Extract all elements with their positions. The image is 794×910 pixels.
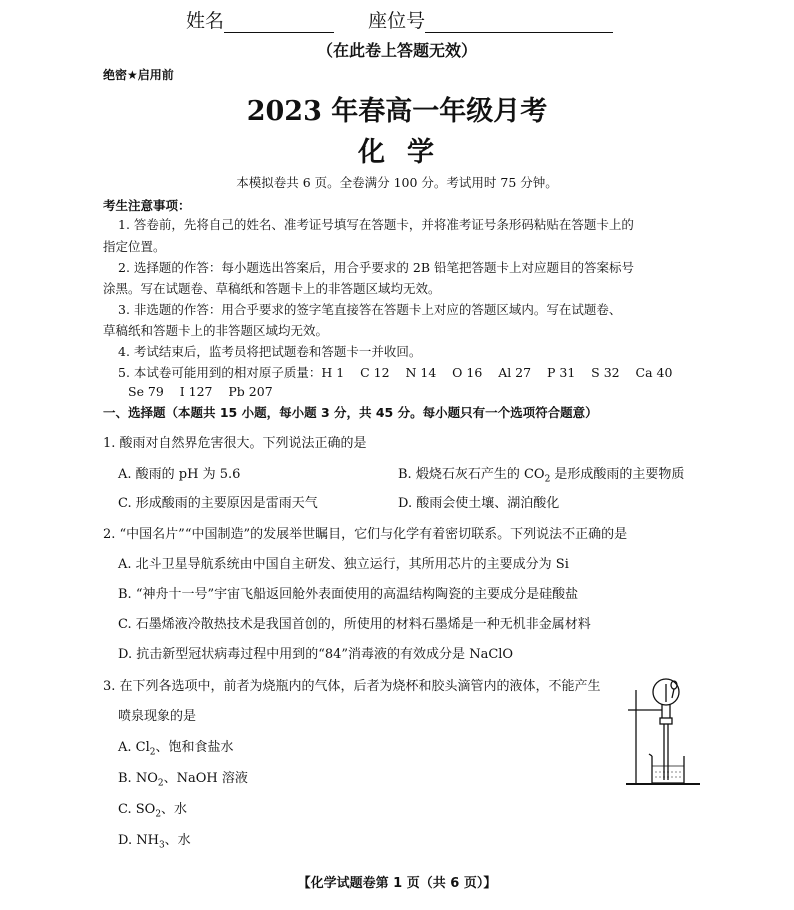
question-3-stem: 3. 在下列各选项中，前者为烧瓶内的气体，后者为烧杯和胶头滴管内的液体，不能产生 bbox=[103, 679, 601, 694]
name-blank[interactable] bbox=[224, 12, 334, 33]
page-footer: 【化学试题卷第 1 页（共 6 页）】 bbox=[297, 876, 497, 891]
q3-option-d[interactable] bbox=[118, 829, 191, 851]
invalid-note: （在此卷上答题无效） bbox=[316, 41, 477, 60]
q2-option-b[interactable]: B. “神舟十一号”宇宙飞船返回舱外表面使用的高温结构陶瓷的主要成分是硅酸盐 bbox=[118, 587, 579, 602]
q3-option-b[interactable] bbox=[118, 767, 248, 789]
name-label: 姓名 bbox=[186, 10, 225, 32]
q3-option-c-text: 、水 bbox=[161, 802, 188, 817]
q2-option-d[interactable]: D. 抗击新型冠状病毒过程中用到的“84”消毒液的有效成分是 NaClO bbox=[118, 647, 514, 662]
notice-line: 1. 答卷前，先将自己的姓名、准考证号填写在答题卡，并将准考证号条形码粘贴在答题卡上的 bbox=[118, 217, 634, 232]
q3-option-d-text: 、水 bbox=[164, 833, 191, 848]
notice-line: 涂黑。写在试题卷、草稿纸和答题卡上的非答题区域均无效。 bbox=[103, 281, 441, 296]
q1-option-d[interactable]: D. 酸雨会使土壤、湖泊酸化 bbox=[398, 496, 560, 511]
q3-option-b-text: B. NO bbox=[118, 771, 158, 786]
subject-title: 化学 bbox=[358, 137, 456, 168]
q2-option-a[interactable]: A. 北斗卫星导航系统由中国自主研发、独立运行，其所用芯片的主要成分为 Si bbox=[118, 557, 569, 572]
section-heading: 一、选择题（本题共 15 小题，每小题 3 分，共 45 分。每小题只有一个选项符合题意） bbox=[103, 405, 598, 420]
exam-info: 本模拟卷共 6 页。全卷满分 100 分。考试用时 75 分钟。 bbox=[236, 175, 558, 190]
exam-title: 2023 年春高一年级月考 bbox=[246, 96, 548, 127]
notice-line: 4. 考试结束后，监考员将把试题卷和答题卡一并收回。 bbox=[118, 344, 422, 359]
q2-option-c[interactable]: C. 石墨烯液冷散热技术是我国首创的，所使用的材料石墨烯是一种无机非金属材料 bbox=[118, 617, 591, 632]
student-info-header bbox=[186, 6, 613, 33]
q1-option-a[interactable]: A. 酸雨的 pH 为 5.6 bbox=[118, 467, 241, 482]
subscript: 2 bbox=[155, 809, 162, 820]
subscript: 2 bbox=[157, 778, 164, 789]
q1-option-c[interactable]: C. 形成酸雨的主要原因是雷雨天气 bbox=[118, 496, 318, 511]
notice-heading: 考生注意事项： bbox=[103, 198, 191, 213]
q3-option-a-text: 、饱和食盐水 bbox=[155, 740, 234, 755]
q3-option-a-text: A. Cl bbox=[118, 740, 150, 755]
notice-line: 草稿纸和答题卡上的非答题区域均无效。 bbox=[103, 323, 329, 338]
subscript: 2 bbox=[149, 747, 156, 758]
seat-label: 座位号 bbox=[368, 10, 426, 32]
q3-option-b-text: 、NaOH 溶液 bbox=[163, 771, 248, 786]
notice-line: Se 79 I 127 Pb 207 bbox=[128, 384, 273, 399]
q1-option-b-text: B. 煅烧石灰石产生的 CO bbox=[398, 467, 545, 482]
q1-option-b[interactable] bbox=[398, 463, 684, 485]
notice-line: 指定位置。 bbox=[103, 239, 166, 254]
subscript: 2 bbox=[544, 474, 551, 485]
q3-option-a[interactable] bbox=[118, 736, 234, 758]
notice-line: 3. 非选题的作答：用合乎要求的签字笔直接答在答题卡上对应的答题区域内。写在试题卷、 bbox=[118, 302, 622, 317]
question-2-stem: 2. “中国名片”“中国制造”的发展举世瞩目，它们与化学有着密切联系。下列说法不正确的是 bbox=[103, 527, 628, 542]
q3-option-c[interactable] bbox=[118, 798, 187, 820]
notice-line: 2. 选择题的作答：每小题选出答案后，用合乎要求的 2B 铅笔把答题卡上对应题目的答案标号 bbox=[118, 260, 634, 275]
question-3-stem: 喷泉现象的是 bbox=[118, 709, 197, 724]
fountain-apparatus-illustration bbox=[622, 676, 704, 794]
subscript: 3 bbox=[158, 840, 165, 851]
notice-line: 5. 本试卷可能用到的相对原子质量：H 1 C 12 N 14 O 16 Al 27 P 31 S 32 Ca 40 bbox=[118, 365, 673, 380]
q1-option-b-text: 是形成酸雨的主要物质 bbox=[550, 467, 685, 482]
seat-blank[interactable] bbox=[425, 12, 613, 33]
question-1-stem: 1. 酸雨对自然界危害很大。下列说法正确的是 bbox=[103, 436, 367, 451]
q3-option-c-text: C. SO bbox=[118, 802, 156, 817]
q3-option-d-text: D. NH bbox=[118, 833, 159, 848]
secret-mark: 绝密★启用前 bbox=[103, 68, 174, 82]
